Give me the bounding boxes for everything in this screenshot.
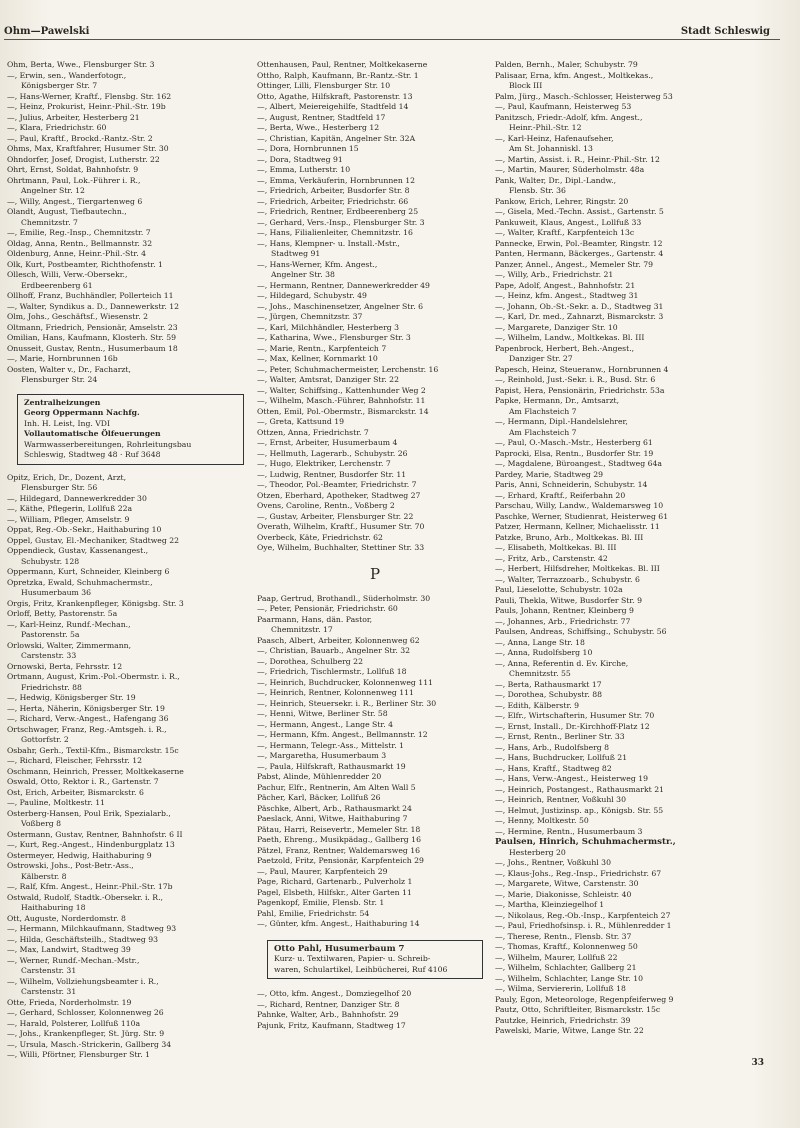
- advert-pahl: [267, 940, 483, 980]
- directory-entry: Paul, Lieselotte, Schubystr. 102a: [495, 585, 623, 594]
- directory-entry: Ostrowski, Johs., Post-Betr.-Ass.,: [7, 861, 134, 870]
- entries-block: [495, 60, 775, 837]
- directory-entry: Pabst, Alinde, Mühlenredder 20: [257, 772, 382, 781]
- directory-entry: Pauli, Thekla, Witwe, Busdorfer Str. 9: [495, 595, 642, 605]
- directory-entry: —, Albert, Meiereigehilfe, Stadtfeld 14: [257, 102, 409, 111]
- directory-entry: —, Greta, Kattsund 19: [257, 417, 344, 426]
- directory-entry: Angelner Str. 12: [21, 186, 85, 195]
- directory-entry: —, Hans, Klempner- u. Install.-Mstr.,: [257, 238, 400, 248]
- directory-entry: —, Johs., Maschinensetzer, Angelner Str. 6: [257, 301, 423, 311]
- directory-entry: —, Harald, Polsterer, Lollfuß 110a: [7, 1018, 141, 1028]
- directory-entry: —, Ursula, Masch.-Strickerin, Gallberg 34: [7, 1039, 172, 1049]
- directory-entry: Ottinger, Lilli, Flensburger Str. 10: [257, 81, 391, 90]
- directory-entry: Paeslack, Anni, Witwe, Haithaburing 7: [257, 814, 408, 823]
- directory-entry: Oppel, Gustav, El.-Mechaniker, Stadtweg 22: [7, 535, 179, 545]
- directory-entry: —, Johann, Ob.-St.-Sekr. a. D., Stadtweg 31: [495, 301, 664, 311]
- directory-entry: —, Hedwig, Königsberger Str. 19: [7, 693, 136, 702]
- directory-entry: —, Karl, Dr. med., Zahnarzt, Bismarckstr. 3: [495, 312, 664, 321]
- directory-entry: Patzer, Hermann, Kellner, Michaelisstr. 11: [495, 522, 660, 531]
- directory-entry: —, Peter, Schuhmachermeister, Lerchenstr. 16: [257, 364, 439, 374]
- directory-entry: Chemnitzstr. 17: [271, 625, 333, 634]
- directory-entry: Ollhoff, Franz, Buchhändler, Pollerteich 11: [7, 291, 174, 300]
- directory-entry: —, Hugo, Elektriker, Lerchenstr. 7: [257, 459, 391, 468]
- entries-block: [257, 594, 493, 930]
- directory-entry: Pawelski, Marie, Witwe, Lange Str. 22: [495, 1026, 644, 1035]
- directory-entry: Orlowski, Walter, Zimmermann,: [7, 640, 132, 650]
- header-range: Ohm—Pawelski: [4, 26, 90, 37]
- directory-entry: —, Friedrich, Tischlermstr., Lollfuß 18: [257, 667, 407, 676]
- directory-entry: —, Thomas, Kraftf., Kolonnenweg 50: [495, 942, 638, 951]
- directory-entry: Paschke, Werner, Studienrat, Heisterweg 61: [495, 511, 669, 521]
- directory-entry: —, Martin, Assist. i. R., Heinr.-Phil.-Str. 12: [495, 154, 660, 164]
- directory-entry: Erdbeerenberg 61: [21, 280, 93, 290]
- directory-entry: Page, Richard, Gartenarb., Pulverholz 1: [257, 877, 413, 886]
- directory-entry: Pächer, Karl, Bäcker, Lollfuß 26: [257, 793, 381, 802]
- directory-entry: —, Erhard, Kraftf., Reiferbahn 20: [495, 490, 626, 500]
- directory-entry: —, Helmut, Justizinsp. ap., Königsb. Str. 55: [495, 805, 664, 815]
- directory-entry: Osbahr, Gerh., Textil-Kfm., Bismarckstr. 15c: [7, 745, 179, 755]
- directory-entry: Ollesch, Willi, Verw.-Obersekr.,: [7, 270, 128, 279]
- directory-entry: —, Elisabeth, Moltkekas. Bl. III: [495, 543, 617, 552]
- column-3: [495, 60, 775, 1037]
- directory-entry: Pastorenstr. 5a: [21, 630, 80, 639]
- directory-entry: —, Hellmuth, Lagerarb., Schubystr. 26: [257, 448, 408, 458]
- directory-entry: —, Peter, Pensionär, Friedrichstr. 60: [257, 604, 398, 613]
- directory-entry: —, Johs., Rentner, Voßkuhl 30: [495, 858, 611, 867]
- directory-entry: —, Hermann, Kfm. Angest., Bellmannstr. 12: [257, 730, 428, 739]
- directory-entry: Pauly, Egon, Meteorologe, Regenpfeiferweg 9: [495, 994, 674, 1004]
- directory-entry: Otten, Emil, Pol.-Obermstr., Bismarckstr. 14: [257, 406, 429, 416]
- directory-entry: Panzer, Annel., Angest., Memeler Str. 79: [495, 259, 654, 269]
- directory-entry: —, Richard, Fleischer, Fehrsstr. 12: [7, 756, 142, 765]
- directory-entry: —, Hans, Kraftf., Stadtweg 82: [495, 763, 612, 773]
- directory-entry: Oswald, Otto, Rektor i. R., Gartenstr. 7: [7, 777, 159, 786]
- directory-entry: Block III: [509, 81, 543, 90]
- directory-entry: —, Johs., Krankenpfleger, St. Jürg. Str. 9: [7, 1029, 165, 1038]
- directory-entry: —, Heinz, kfm. Angest., Stadtweg 31: [495, 291, 639, 300]
- column-1: [7, 60, 252, 1061]
- directory-entry: Ovens, Caroline, Rentn., Voßberg 2: [257, 501, 395, 510]
- directory-entry: Paris, Anni, Schneiderin, Schubystr. 14: [495, 480, 648, 489]
- directory-entry: —, Hermine, Rentn., Husumerbaum 3: [495, 826, 643, 836]
- directory-entry: —, Hans, Arb., Rudolfsberg 8: [495, 742, 610, 752]
- directory-entry: —, Anna, Rudolfsberg 10: [495, 648, 593, 657]
- directory-entry: —, Heinrich, Steuersekr. i. R., Berliner Str. 30: [257, 698, 437, 708]
- directory-entry: —, Hildegard, Dannewerkredder 30: [7, 493, 147, 503]
- directory-entry: —, Henni, Witwe, Berliner Str. 58: [257, 709, 388, 718]
- directory-entry: Friedrichstr. 88: [21, 682, 82, 692]
- page-header: [0, 4, 800, 40]
- directory-entry: Onusseit, Gustav, Rentn., Husumerbaum 18: [7, 343, 178, 353]
- directory-entry: Pätzel, Franz, Rentner, Waldemarsweg 16: [257, 845, 421, 855]
- directory-entry: —, Ludwig, Rentner, Busdorfer Str. 11: [257, 469, 407, 479]
- directory-entry: Heinr.-Phil.-Str. 12: [509, 123, 582, 132]
- directory-entry: Ottzen, Anna, Friedrichstr. 7: [257, 427, 369, 437]
- directory-entry: Pape, Adolf, Angest., Bahnhofstr. 21: [495, 280, 636, 290]
- directory-entry: —, Hans, Buchdrucker, Lollfuß 21: [495, 753, 628, 762]
- directory-entry: —, Hermann, Milchkaufmann, Stadtweg 93: [7, 924, 177, 933]
- directory-entry: Palisaar, Erna, kfm. Angest., Moltkekas.,: [495, 70, 654, 80]
- column-2: [257, 60, 493, 1031]
- directory-entry: —, Christian, Kapitän, Angelner Str. 32A: [257, 133, 416, 143]
- directory-entry: Ohrtmann, Paul, Lok.-Führer i. R.,: [7, 175, 141, 185]
- directory-entry: —, Ernst, Install., Dr.-Kirchhoff-Platz 12: [495, 721, 650, 731]
- directory-entry: Hesterberg 20: [509, 847, 566, 857]
- directory-entry: Husumerbaum 36: [21, 588, 92, 597]
- directory-entry: —, Anna, Referentin d. Ev. Kirche,: [495, 658, 629, 668]
- directory-entry: —, Paul, Maurer, Karpfenteich 29: [257, 866, 388, 876]
- directory-entry: Ohrt, Ernst, Soldat, Bahnhofstr. 9: [7, 165, 139, 174]
- directory-entry: Olk, Kurt, Postbeamter, Richthofenstr. 1: [7, 259, 163, 269]
- directory-entry: —, Wilma, Serviererin, Lollfuß 18: [495, 984, 626, 993]
- page-number: 33: [751, 1058, 764, 1068]
- directory-entry: —, Paul, Kraftf., Brockd.-Rantz.-Str. 2: [7, 133, 153, 143]
- directory-entry: —, Dora, Hornbrunnen 15: [257, 144, 359, 153]
- directory-entry: Opitz, Erich, Dr., Dozent, Arzt,: [7, 472, 127, 482]
- directory-entry: —, Marie, Hornbrunnen 16b: [7, 354, 118, 363]
- directory-entry: Haithaburing 18: [21, 903, 86, 912]
- directory-entry: —, Willy, Angest., Tiergartenweg 6: [7, 196, 143, 206]
- directory-entry: —, Gerhard, Schlosser, Kolonnenweg 26: [7, 1008, 164, 1017]
- directory-entry: —, Walter, Amtsrat, Danziger Str. 22: [257, 375, 399, 384]
- directory-entry: Chemnitzstr. 7: [21, 217, 78, 227]
- directory-entry: Otzen, Eberhard, Apotheker, Stadtweg 27: [257, 490, 421, 500]
- directory-entry: —, Käthe, Pflegerin, Lollfuß 22a: [7, 504, 133, 513]
- directory-entry: —, Erwin, sen., Wanderfotogr.,: [7, 70, 127, 80]
- directory-entry: Opretzka, Ewald, Schuhmachermstr.,: [7, 577, 153, 587]
- directory-entry: —, Paul, Friedhofsinsp. i. R., Mühlenredder 1: [495, 921, 672, 930]
- directory-entry: Paeth, Ehreng., Musikpädag., Gallberg 16: [257, 835, 421, 844]
- directory-entry: Oschmann, Heinrich, Presser, Moltkekaserne: [7, 766, 184, 776]
- directory-entry: Pardey, Marie, Stadtweg 29: [495, 469, 604, 479]
- directory-entry: —, Hermann, Rentner, Dannewerkredder 49: [257, 280, 430, 290]
- directory-entry: —, Friedrich, Arbeiter, Friedrichstr. 66: [257, 196, 409, 206]
- advert-line: Otto Pahl, Husumerbaum 7: [274, 943, 405, 954]
- directory-entry: Osterberg-Hansen, Poul Erik, Spezialarb.,: [7, 808, 171, 818]
- directory-entry: Chemnitzstr. 55: [509, 669, 571, 678]
- directory-entry: —, Ralf, Kfm. Angest., Heinr.-Phil.-Str. 17b: [7, 882, 173, 891]
- directory-entry: Carstenstr. 31: [21, 987, 77, 996]
- directory-entry: —, Jürgen, Chemnitzstr. 37: [257, 312, 363, 321]
- directory-entry: Panitzsch, Friedr.-Adolf, kfm. Angest.,: [495, 112, 643, 122]
- directory-entry: Oppat, Reg.-Ob.-Sekr., Haithaburing 10: [7, 525, 162, 534]
- directory-entry: —, Heinrich, Rentner, Kolonnenweg 111: [257, 688, 414, 697]
- directory-entry: Ott, Auguste, Norderdomstr. 8: [7, 913, 126, 923]
- advert-line: Schleswig, Stadtweg 48 · Ruf 3648: [24, 450, 161, 459]
- directory-entry: —, Gustav, Arbeiter, Flensburger Str. 22: [257, 511, 414, 521]
- directory-entry: —, Walter, Schiffsing., Kattenhunder Weg 2: [257, 385, 426, 395]
- directory-entry: Pauls, Johann, Rentner, Kleinberg 9: [495, 606, 634, 615]
- directory-entry: Ohm, Berta, Wwe., Flensburger Str. 3: [7, 60, 155, 69]
- directory-entry: Ohndorfer, Josef, Drogist, Lutherstr. 22: [7, 154, 160, 164]
- directory-entry: Ortschwager, Franz, Reg.-Amtsgeh. i. R.,: [7, 724, 167, 734]
- directory-entry: Orloff, Betty, Pastorenstr. 5a: [7, 609, 118, 618]
- directory-entry: —, Hans, Verw.-Angest., Heisterweg 19: [495, 774, 649, 783]
- directory-entry: Pautz, Otto, Schriftleiter, Bismarckstr. 15c: [495, 1005, 661, 1014]
- directory-entry: Oye, Wilhelm, Buchhalter, Stettiner Str. 33: [257, 543, 425, 552]
- directory-entry: Oosten, Walter v., Dr., Facharzt,: [7, 364, 131, 374]
- directory-entry: Stadtweg 91: [271, 249, 321, 258]
- directory-entry: —, Margaretha, Husumerbaum 3: [257, 751, 387, 760]
- directory-entry: —, Willy, Arb., Friedrichstr. 21: [495, 270, 614, 279]
- entries-block: [495, 848, 775, 1037]
- directory-entry: —, Heinz, Prokurist, Heinr.-Phil.-Str. 19b: [7, 102, 166, 111]
- directory-entry: —, Katharina, Wwe., Flensburger Str. 3: [257, 333, 411, 342]
- directory-entry: Paulsen, Andreas, Schiffsing., Schubystr. 56: [495, 627, 667, 636]
- advert-line: waren, Schulartikel, Leihbücherei, Ruf 4106: [274, 964, 448, 974]
- directory-entry: —, Hermann, Angest., Lange Str. 4: [257, 719, 394, 729]
- directory-entry: Pannecke, Erwin, Pol.-Beamter, Ringstr. 12: [495, 238, 663, 248]
- directory-entry: —, Richard, Rentner, Danziger Str. 8: [257, 999, 400, 1009]
- directory-entry: —, Richard, Verw.-Angest., Hafengang 36: [7, 714, 169, 723]
- directory-entry: Kälberstr. 8: [21, 871, 67, 881]
- directory-entry: Oldenburg, Anne, Heinr.-Phil.-Str. 4: [7, 249, 147, 258]
- directory-entry: —, Karl-Heinz, Rundf.-Mechan.,: [7, 619, 131, 629]
- directory-entry: —, Walter, Kraftf., Karpfenteich 13c: [495, 228, 635, 237]
- directory-entry: Pagenkopf, Emilie, Flensb. Str. 1: [257, 898, 385, 907]
- directory-entry: Königsberger Str. 7: [21, 81, 98, 90]
- directory-entry: —, Walter, Terrazzoarb., Schubystr. 6: [495, 574, 640, 584]
- directory-entry: Patzke, Bruno, Arb., Moltkekas. Bl. III: [495, 532, 644, 542]
- directory-entry: Ost, Erich, Arbeiter, Bismarckstr. 6: [7, 787, 144, 797]
- directory-entry: Overbeck, Käte, Friedrichstr. 62: [257, 532, 383, 542]
- directory-entry: Gottorfstr. 2: [21, 735, 69, 744]
- entries-block: [257, 989, 493, 1031]
- directory-entry: Pagel, Elsbeth, Hilfskr., Alter Garten 11: [257, 887, 412, 897]
- section-letter: P: [369, 564, 381, 583]
- directory-entry: —, Paula, Hilfskraft, Rathausmarkt 19: [257, 761, 406, 771]
- directory-entry: —, Hans-Werner, Kfm. Angest.,: [257, 259, 378, 269]
- directory-entry: —, Edith, Kälberstr. 9: [495, 700, 580, 710]
- directory-entry: Pankow, Erich, Lehrer, Ringstr. 20: [495, 196, 629, 206]
- directory-entry: —, Wilhelm, Schlachter, Gallberg 21: [495, 963, 637, 972]
- advert-line: Georg Oppermann Nachfg.: [24, 408, 140, 417]
- directory-entry: —, Dorothea, Schubystr. 88: [495, 690, 603, 699]
- entries-block: [257, 60, 493, 554]
- directory-entry: Pautzke, Heinrich, Friedrichstr. 39: [495, 1015, 631, 1025]
- directory-entry: —, August, Rentner, Stadtfeld 17: [257, 112, 386, 122]
- directory-entry: Paarmann, Hans, dän. Pastor,: [257, 614, 373, 624]
- directory-entry: —, Wilhelm, Masch.-Führer, Bahnhofstr. 11: [257, 396, 426, 405]
- directory-entry: —, Paul, Kaufmann, Heisterweg 53: [495, 102, 632, 111]
- directory-entry: Flensburger Str. 24: [21, 375, 98, 384]
- directory-entry: —, Martha, Kleinziegelhof 1: [495, 900, 605, 909]
- directory-entry: —, Martin, Maurer, Süderholmstr. 48a: [495, 165, 645, 174]
- directory-entry: —, Werner, Rundf.-Mechan.-Mstr.,: [7, 955, 140, 965]
- directory-entry: Paetzold, Fritz, Pensionär, Karpfenteich 29: [257, 856, 424, 865]
- directory-entry: Carstenstr. 33: [21, 651, 77, 660]
- directory-entry: —, Nikolaus, Reg.-Ob.-Insp., Karpfenteich 27: [495, 910, 671, 920]
- directory-entry: —, Dora, Stadtweg 91: [257, 154, 343, 164]
- directory-entry: Paprocki, Elsa, Rentn., Busdorfer Str. 19: [495, 448, 654, 458]
- directory-entry: Ostermann, Gustav, Rentner, Bahnhofstr. 6 II: [7, 829, 183, 839]
- directory-entry: —, Willi, Pförtner, Flensburger Str. 1: [7, 1050, 151, 1059]
- directory-entry: —, William, Pfleger, Amselstr. 9: [7, 514, 130, 524]
- directory-entry: —, Pauline, Moltkestr. 11: [7, 798, 106, 807]
- directory-entry: Pätau, Harri, Reisevertr., Memeler Str. 18: [257, 824, 421, 834]
- header-rule: [4, 39, 780, 40]
- directory-entry: —, Friedrich, Arbeiter, Busdorfer Str. 8: [257, 186, 410, 195]
- directory-entry: Ortmann, August, Krim.-Pol.-Obermstr. i. R.,: [7, 672, 180, 681]
- directory-entry: —, Karl-Heinz, Hafenaufseher,: [495, 133, 614, 143]
- directory-entry: —, Otto, kfm. Angest., Domziegelhof 20: [257, 989, 412, 998]
- directory-entry: Paap, Gertrud, Brothandl., Süderholmstr. 30: [257, 593, 431, 603]
- advert-line: Inh. H. Leist, Ing. VDI: [24, 418, 111, 428]
- directory-entry: —, Ernst, Rentn., Berliner Str. 33: [495, 732, 625, 741]
- directory-entry: —, Klaus-Johs., Reg.-Insp., Friedrichstr. 67: [495, 868, 662, 878]
- directory-entry: —, Reinhold, Just.-Sekr. i. R., Busd. Str. 6: [495, 375, 656, 384]
- directory-entry: Päschke, Albert, Arb., Rathausmarkt 24: [257, 803, 412, 813]
- directory-entry: Olandt, August, Tiefbautechn.,: [7, 207, 127, 216]
- directory-entry: Orgis, Fritz, Krankenpfleger, Königsbg. Str. 3: [7, 598, 184, 608]
- directory-entry: —, Dorothea, Schulberg 22: [257, 656, 363, 666]
- directory-entry: Pankuweit, Klaus, Angest., Lollfuß 33: [495, 217, 642, 227]
- bold-entry: Paulsen, Hinrich, Schuhmachermstr.,: [495, 837, 676, 847]
- directory-entry: —, Kurt, Reg.-Angest., Hindenburgplatz 13: [7, 840, 175, 849]
- directory-entry: Flensb. Str. 36: [509, 186, 566, 195]
- advert-line: Vollautomatische Ölfeuerungen: [24, 429, 161, 438]
- directory-entry: Schubystr. 128: [21, 556, 80, 566]
- directory-entry: Pachur, Elfr., Rentnerin, Am Alten Wall 5: [257, 782, 416, 792]
- directory-entry: Carstenstr. 31: [21, 966, 77, 975]
- directory-entry: Omilian, Hans, Kaufmann, Klosterh. Str. 59: [7, 333, 177, 342]
- directory-entry: Papesch, Heinz, Steueranw., Hornbrunnen 4: [495, 364, 669, 374]
- directory-entry: —, Walter, Syndikus a. D., Dannewerkstr. 12: [7, 301, 180, 311]
- directory-entry: —, Berta, Rathausmarkt 17: [495, 679, 602, 689]
- directory-entry: —, Magdalene, Büroangest., Stadtweg 64a: [495, 459, 662, 468]
- directory-entry: —, Klara, Friedrichstr. 60: [7, 123, 107, 132]
- directory-entry: Pahnke, Walter, Arb., Bahnhofstr. 29: [257, 1010, 399, 1019]
- directory-entry: Panten, Hermann, Bäckerges., Gartenstr. 4: [495, 249, 664, 258]
- directory-entry: Oltmann, Friedrich, Pensionär, Amselstr. 23: [7, 322, 178, 332]
- directory-entry: —, Henny, Moltkestr. 50: [495, 816, 589, 825]
- directory-entry: —, Emilie, Reg.-Insp., Chemnitzstr. 7: [7, 228, 151, 237]
- directory-entry: —, Friedrich, Rentner, Erdbeerenberg 25: [257, 207, 419, 216]
- entries-block: [7, 60, 252, 386]
- directory-entry: —, Gerhard, Vers.-Insp., Flensburger Str. 3: [257, 217, 425, 227]
- directory-entry: —, Hermann, Dipl.-Handelslehrer,: [495, 417, 628, 426]
- directory-entry: —, Wilhelm, Landw., Moltkekas. Bl. III: [495, 333, 645, 342]
- directory-entry: —, Elfr., Wirtschafterin, Husumer Str. 70: [495, 711, 655, 720]
- entries-block: [7, 473, 252, 1061]
- directory-entry: Pank, Walter, Dr., Dipl.-Landw.,: [495, 175, 617, 185]
- directory-entry: Otte, Frieda, Norderholmstr. 19: [7, 997, 132, 1007]
- directory-entry: Olm, Johs., Geschäftsf., Wiesenstr. 2: [7, 312, 148, 321]
- directory-entry: Papist, Hera, Pensionärin, Friedrichstr. 53a: [495, 385, 665, 395]
- directory-entry: —, Hermann, Telegr.-Ass., Mittelstr. 1: [257, 740, 404, 750]
- directory-entry: —, Wilhelm, Vollziehungsbeamter i. R.,: [7, 976, 159, 986]
- directory-entry: —, Max, Kellner, Kornmarkt 10: [257, 354, 378, 363]
- directory-entry: —, Hans-Werner, Kraftf., Flensbg. Str. 162: [7, 91, 172, 101]
- directory-entry: Palden, Bernh., Maler, Schubystr. 79: [495, 60, 638, 69]
- directory-entry: Ostermeyer, Hedwig, Haithaburing 9: [7, 850, 152, 860]
- directory-entry: —, Ernst, Arbeiter, Husumerbaum 4: [257, 438, 398, 447]
- directory-entry: Pahl, Emilie, Friedrichstr. 54: [257, 908, 370, 918]
- directory-entry: —, Gisela, Med.-Techn. Assist., Gartenstr. 5: [495, 207, 664, 216]
- directory-entry: —, Fritz, Arb., Carstenstr. 42: [495, 553, 608, 563]
- directory-entry: Oppendieck, Gustav, Kassenangest.,: [7, 546, 149, 555]
- advert-line: Zentralheizungen: [24, 397, 101, 407]
- directory-entry: —, Marie, Rentn., Karpfenteich 7: [257, 343, 387, 353]
- directory-entry: Voßberg 8: [21, 819, 62, 828]
- directory-entry: Danziger Str. 27: [509, 354, 573, 363]
- directory-entry: —, Julius, Arbeiter, Hesterberg 21: [7, 112, 140, 122]
- directory-entry: Ottho, Ralph, Kaufmann, Br.-Rantz.-Str. 1: [257, 70, 419, 80]
- directory-entry: Palm, Jürg., Masch.-Schlosser, Heisterweg 53: [495, 91, 673, 101]
- directory-entry: —, Heinrich, Buchdrucker, Kolonnenweg 111: [257, 677, 433, 687]
- advert-line: Kurz- u. Textilwaren, Papier- u. Schreib-: [274, 954, 431, 963]
- directory-entry: Ornowski, Berta, Fehrsstr. 12: [7, 661, 123, 671]
- directory-entry: —, Theodor, Pol.-Beamter, Friedrichstr. 7: [257, 480, 417, 489]
- directory-entry: —, Hans, Filialienleiter, Chemnitzstr. 16: [257, 228, 413, 237]
- directory-entry: Am Flachsteich 7: [509, 406, 577, 416]
- directory-entry: —, Johannes, Arb., Friedrichstr. 77: [495, 616, 631, 626]
- directory-entry: —, Wilhelm, Maurer, Lollfuß 22: [495, 952, 618, 962]
- directory-entry: —, Paul, O.-Masch.-Mstr., Hesterberg 61: [495, 438, 653, 447]
- directory-entry: Ohms, Max, Kraftfahrer, Husumer Str. 30: [7, 144, 169, 153]
- directory-entry: Angelner Str. 38: [271, 270, 335, 279]
- directory-entry: —, Günter, kfm. Angest., Haithaburing 14: [257, 919, 420, 928]
- directory-entry: —, Wilhelm, Schlachter, Lange Str. 10: [495, 973, 643, 983]
- directory-entry: Ostwald, Rudolf, Stadtk.-Obersekr. i. R.,: [7, 892, 163, 902]
- directory-entry: —, Herbert, Hilfsdreher, Moltkekas. Bl. III: [495, 564, 660, 573]
- directory-entry: Parschau, Willy, Landw., Waldemarsweg 10: [495, 501, 664, 510]
- directory-entry: —, Herta, Näherin, Königsberger Str. 19: [7, 703, 165, 713]
- directory-entry: —, Emma, Lutherstr. 10: [257, 165, 351, 174]
- directory-entry: Oldag, Anna, Rentn., Bellmannstr. 32: [7, 238, 153, 248]
- directory-entry: Am St. Johanniskl. 13: [509, 144, 593, 153]
- directory-entry: —, Anna, Lange Str. 18: [495, 637, 585, 647]
- advert-line: Warmwasserbereitungen, Rohrleitungsbau: [24, 439, 192, 449]
- directory-entry: —, Berta, Wwe., Hesterberg 12: [257, 123, 380, 132]
- directory-entry: —, Margarete, Witwe, Carstenstr. 30: [495, 879, 639, 888]
- directory-entry: —, Margarete, Danziger Str. 10: [495, 322, 618, 332]
- directory-entry: —, Heinrich, Postangest., Rathausmarkt 21: [495, 784, 664, 794]
- directory-entry: Paasch, Albert, Arbeiter, Kolonnenweg 62: [257, 635, 420, 645]
- directory-entry: —, Karl, Milchhändler, Hesterberg 3: [257, 322, 400, 332]
- directory-entry: —, Christian, Bauarb., Angelner Str. 32: [257, 646, 411, 655]
- directory-entry: —, Max, Landwirt, Stadtweg 39: [7, 945, 131, 954]
- directory-entry: —, Emma, Verkäuferin, Hornbrunnen 12: [257, 175, 415, 185]
- directory-entry: Otto, Agathe, Hilfskraft, Pastorenstr. 13: [257, 91, 413, 101]
- directory-entry: Papke, Hermann, Dr., Amtsarzt,: [495, 396, 620, 405]
- advert-oppermann: [17, 394, 244, 465]
- header-city: Stadt Schleswig: [680, 26, 770, 37]
- directory-entry: Flensburger Str. 56: [21, 483, 98, 492]
- directory-entry: —, Hildegard, Schubystr. 49: [257, 291, 367, 300]
- directory-entry: —, Therese, Rentn., Flensb. Str. 37: [495, 931, 632, 941]
- directory-entry: —, Hilda, Geschäftsteilh., Stadtweg 93: [7, 934, 159, 944]
- directory-entry: —, Heinrich, Rentner, Voßkuhl 30: [495, 795, 626, 804]
- directory-entry: Pajunk, Fritz, Kaufmann, Stadtweg 17: [257, 1020, 406, 1030]
- directory-entry: —, Marie, Diakonisse, Schleistr. 40: [495, 889, 632, 899]
- directory-entry: Ottenhausen, Paul, Rentner, Moltkekaserne: [257, 60, 428, 69]
- directory-entry: Overath, Wilhelm, Kraftf., Husumer Str. 70: [257, 522, 425, 531]
- directory-entry: Papenbrock, Herbert, Beh.-Angest.,: [495, 343, 635, 353]
- directory-entry: Oppermann, Kurt, Schneider, Kleinberg 6: [7, 567, 170, 576]
- directory-entry: Am Flachsteich 7: [509, 427, 577, 437]
